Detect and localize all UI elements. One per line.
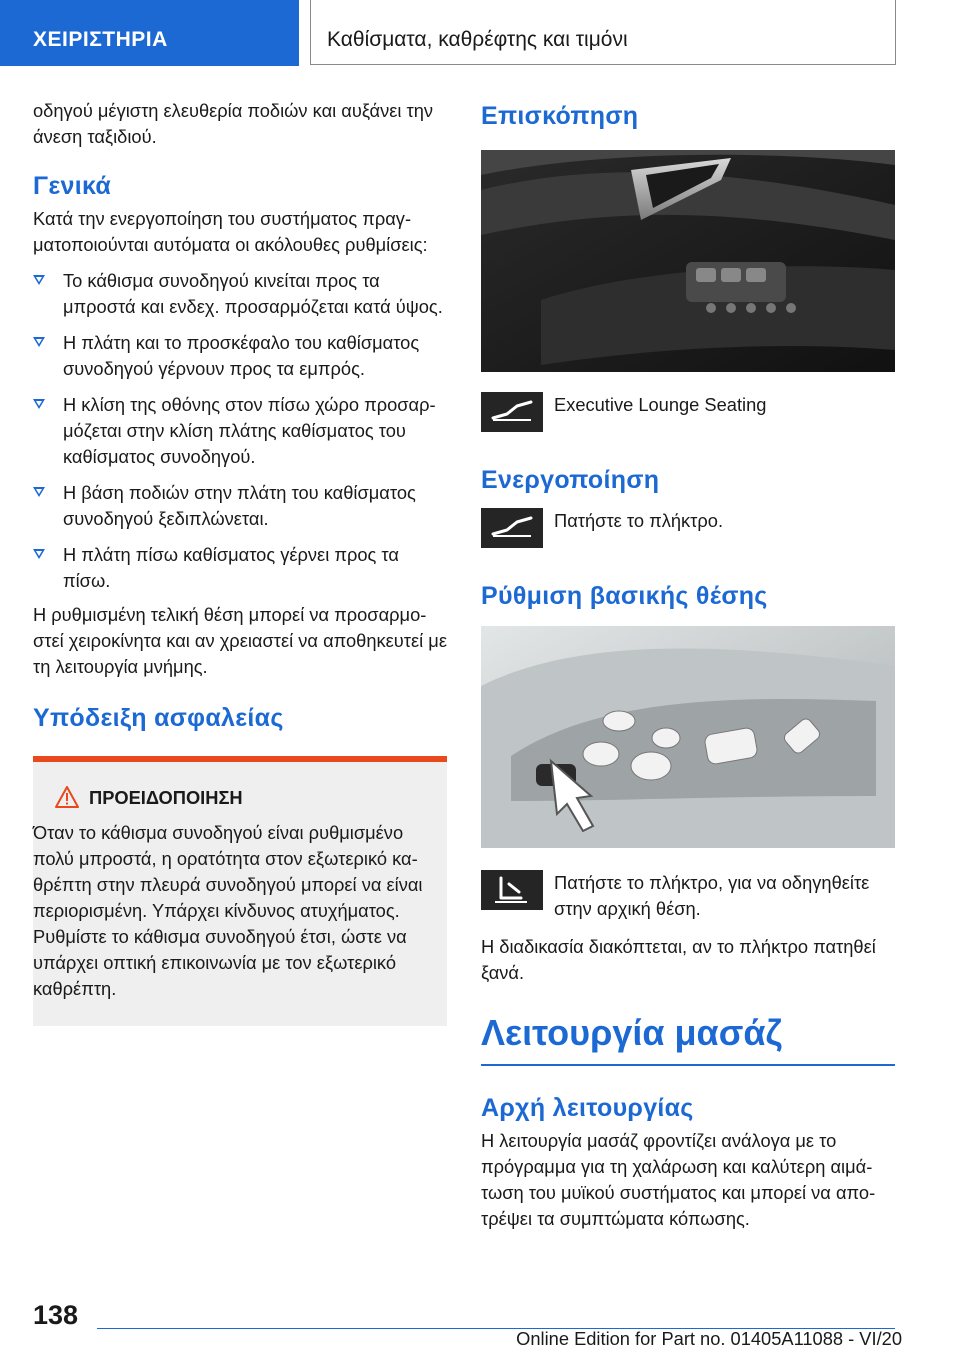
section-title: ΧΕΙΡΙΣΤΗΡΙΑ: [33, 28, 168, 51]
seat-home-position-icon: [481, 870, 543, 910]
warning-header: [33, 784, 433, 812]
basic-position-caption: Πατήστε το πλήκτρο, για να οδηγηθείτε στην αρχική θέση.: [554, 872, 870, 919]
principle-text: Η λειτουργία μασάζ φροντίζει ανάλογα με το πρόγραμμα για τη χαλάρωση και καλύτερη αιμάτωση του μυϊκού συστήματος και μπορεί να αποτρέψει τα συμπτώματα κόπωσης.: [481, 1130, 876, 1229]
door-panel-image: [481, 150, 895, 372]
seat-controls-illustration: [481, 626, 895, 848]
basic-position-note: Η διαδικασία διακόπτεται, αν το πλήκτρο πατηθεί ξανά.: [481, 936, 876, 983]
principle-heading: Αρχή λειτουργίας: [481, 1094, 694, 1122]
chapter-box: [310, 0, 896, 65]
activation-button-row: [481, 508, 895, 562]
safety-heading: Υπόδειξη ασφαλείας: [33, 704, 284, 732]
activation-heading: Ενεργοποίηση: [481, 466, 660, 494]
bullet-triangle-icon: [33, 275, 45, 285]
chapter-title: Καθίσματα, καθρέφτης και τιμόνι: [327, 28, 628, 51]
after-bullets-text: Η ρυθμισμένη τελική θέση μπορεί να προσαρμοστεί χειροκίνητα και αν χρειαστεί να αποθηκευτεί με τη λειτουργία μνήμης.: [33, 604, 447, 677]
activation-text: Πατήστε το πλήκτρο.: [554, 510, 724, 531]
page-number: 138: [33, 1300, 79, 1330]
massage-heading-rule: [481, 1064, 895, 1066]
lounge-seat-icon: [481, 392, 543, 432]
bullet-triangle-icon: [33, 337, 45, 347]
warning-text: Όταν το κάθισμα συνοδηγού είναι ρυθμισμένο πολύ μπροστά, η ορατότητα στον εξωτερικό καθρέπτη στην πλευρά συνοδηγού μπορεί να είναι περιορισμένη. Υπάρχει κίνδυνος ατυχήματος. Ρυθμίστε το κάθισμα συνοδηγού έτσι, ώστε να υπάρχει οπτική επικοινωνία με τον εξωτερικό καθρέπτη.: [33, 822, 423, 999]
list-item: Η πλάτη και το προσκέφαλο του καθίσματος συνοδηγού γέρνουν προς τα εμπρός.: [33, 330, 447, 382]
overview-caption: Executive Lounge Seating: [554, 394, 767, 415]
intro-text: οδηγού μέγιστη ελευθερία ποδιών και αυξάνει την άνεση ταξιδιού.: [33, 100, 434, 147]
overview-heading: Επισκόπηση: [481, 102, 639, 130]
list-item: Η κλίση της οθόνης στον πίσω χώρο προσαρμόζεται στην κλίση πλάτης καθίσματος του καθίσματος συνοδηγού.: [33, 392, 447, 470]
warning-title: ΠΡΟΕΙΔΟΠΟΙΗΣΗ: [89, 787, 243, 808]
general-text: Κατά την ενεργοποίηση του συστήματος πραγματοποιούνται αυτόματα οι ακόλουθες ρυθμίσεις:: [33, 208, 428, 255]
lounge-seat-icon: [481, 508, 543, 548]
section-tab: [0, 0, 299, 66]
basic-position-button-row: [481, 870, 895, 924]
edition-text: Online Edition for Part no. 01405A11088 - VI/20: [516, 1328, 902, 1349]
seat-controls-image: [481, 626, 895, 848]
door-panel-illustration: [481, 150, 895, 372]
warning-box: [33, 756, 447, 1026]
massage-heading: Λειτουργία μασάζ: [481, 1012, 783, 1053]
basic-position-heading: Ρύθμιση βασικής θέσης: [481, 582, 768, 610]
settings-list: [33, 268, 447, 594]
left-column: [33, 98, 447, 1026]
page-header: [0, 0, 960, 66]
bullet-triangle-icon: [33, 399, 45, 409]
bullet-triangle-icon: [33, 487, 45, 497]
list-item: Η βάση ποδιών στην πλάτη του καθίσματος συνοδηγού ξεδιπλώνεται.: [33, 480, 447, 532]
warning-icon: [55, 786, 79, 808]
list-item: Το κάθισμα συνοδηγού κινείται προς τα μπροστά και ενδεχ. προσαρμόζεται κατά ύψος.: [33, 268, 447, 320]
bullet-triangle-icon: [33, 549, 45, 559]
overview-button-row: [481, 392, 895, 446]
general-heading: Γενικά: [33, 172, 112, 200]
list-item: Η πλάτη πίσω καθίσματος γέρνει προς τα πίσω.: [33, 542, 447, 594]
right-column: [481, 100, 895, 1232]
